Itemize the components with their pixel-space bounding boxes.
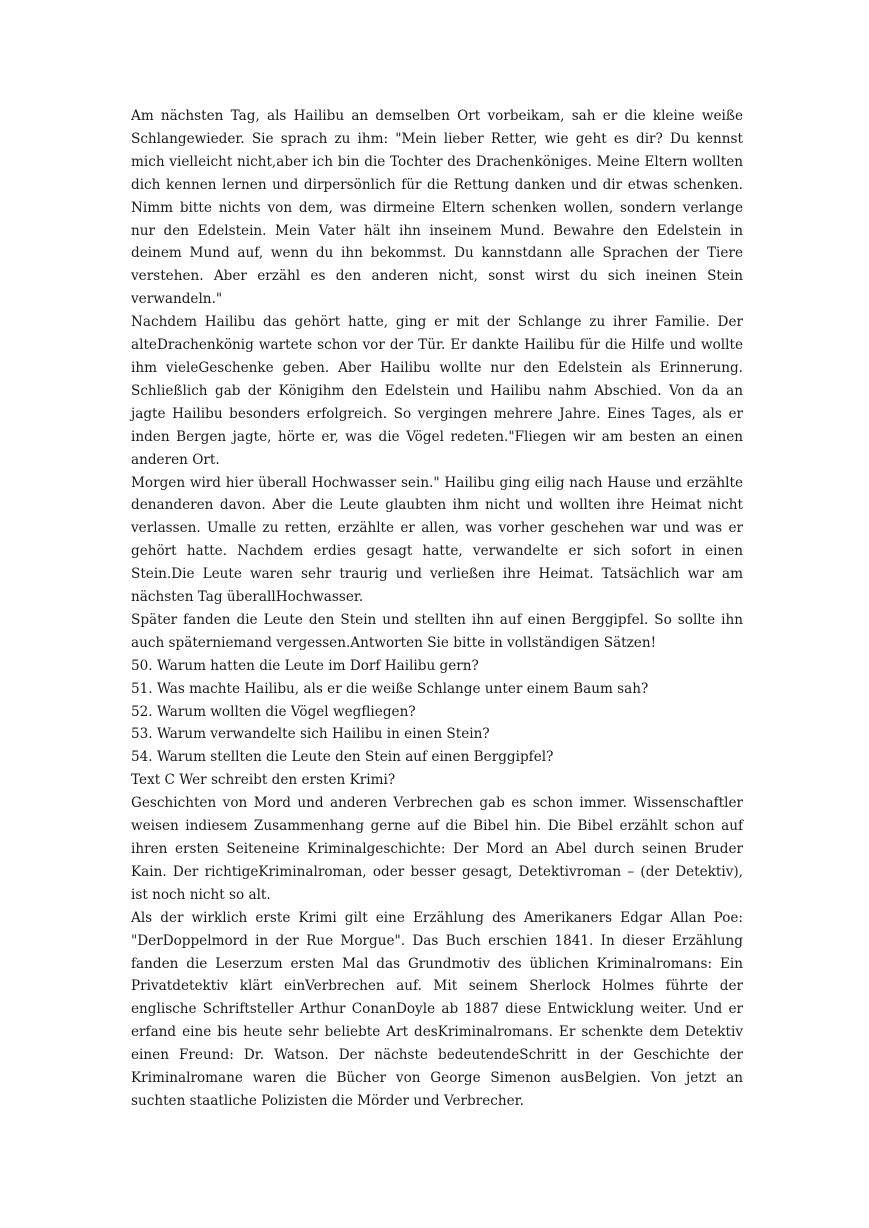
paragraph-first-krimi: Als der wirklich erste Krimi gilt eine Erzählung des Amerikaners Edgar Allan Poe: "DerDoppelmord in der Rue Morgue". Das Buch erschien 1841. In dieser Erzählung fanden die Leserzum ersten Mal das Grundmotiv des üblichen Kriminalromans: Ein Privatdetektiv klärt einVerbrechen auf. Mit seinem Sherlock Holmes führte der englische Schriftsteller Arthur ConanDoyle ab 1887 diese Entwicklung weiter. Und er erfand eine bis heute sehr beliebte Art desKriminalromans. Er schenkte dem Detektiv einen Freund: Dr. Watson. Der nächste bedeutendeSchritt in der Geschichte der Kriminalromane waren die Bücher von George Simenon ausBelgien. Von jetzt an suchten staatliche Polizisten die Mörder und Verbrecher. — [131, 909, 743, 1109]
text-c-heading: Text C Wer schreibt den ersten Krimi? — [131, 772, 396, 789]
paragraph-stone-instruction: Später fanden die Leute den Stein und stellten ihn auf einen Berggipfel. So sollte ihn auch späterniemand vergessen.Antworten Sie bitte in vollständigen Sätzen! — [131, 611, 743, 651]
paragraph-crime-history: Geschichten von Mord und anderen Verbrechen gab es schon immer. Wissenschaftler weisen indiesem Zusammenhang gerne auf die Bibel hin. Die Bibel erzählt schon auf ihren ersten Seiteneine Kriminalgeschichte: Der Mord an Abel durch seinen Bruder Kain. Der richtigeKriminalroman, oder besser gesagt, Detektivroman – (der Detektiv), ist noch nicht so alt. — [131, 795, 743, 903]
paragraph-snake-message: Am nächsten Tag, als Hailibu an demselben Ort vorbeikam, sah er die kleine weiße Schlangewieder. Sie sprach zu ihm: "Mein lieber Retter, wie geht es dir? Du kennst mich vielleicht nicht,aber ich bin die Tochter des Drachenköniges. Meine Eltern wollten dich kennen lernen und dirpersönlich für die Rettung danken und dir etwas schenken. Nimm bitte nichts von dem, was dirmeine Eltern schenken wollen, sondern verlange nur den Edelstein. Mein Vater hält ihn inseinem Mund. Bewahre den Edelstein in deinem Mund auf, wenn du ihn bekommst. Du kannstdann alle Sprachen der Tiere verstehen. Aber erzähl es den anderen nicht, sonst wirst du sich ineinen Stein verwandeln." — [131, 108, 743, 308]
paragraph-dragon-king: Nachdem Hailibu das gehört hatte, ging er mit der Schlange zu ihrer Familie. Der alteDrachenkönig wartete schon vor der Tür. Er dankte Hailibu für die Hilfe und wollte ihm vieleGeschenke geben. Aber Hailibu wollte nur den Edelstein als Erinnerung. Schließlich gab der Königihm den Edelstein und Hailibu nahm Abschied. Von da an jagte Hailibu besonders erfolgreich. So vergingen mehrere Jahre. Eines Tages, als er inden Bergen jagte, hörte er, was die Vögel redeten."Fliegen wir am besten an einen anderen Ort. — [131, 314, 743, 468]
document-body — [131, 105, 743, 1113]
question-51: 51. Was machte Hailibu, als er die weiße Schlange unter einem Baum sah? — [131, 680, 649, 697]
paragraph-flood: Morgen wird hier überall Hochwasser sein." Hailibu ging eilig nach Hause und erzählte denanderen davon. Aber die Leute glaubten ihm nicht und wollten ihre Heimat nicht verlassen. Umalle zu retten, erzählte er allen, was vorher geschehen war und was er gehört hatte. Nachdem erdies gesagt hatte, verwandelte er sich sofort in einen Stein.Die Leute waren sehr traurig und verließen ihre Heimat. Tatsächlich war am nächsten Tag überallHochwasser. — [131, 474, 743, 606]
question-53: 53. Warum verwandelte sich Hailibu in einen Stein? — [131, 726, 490, 743]
question-50: 50. Warum hatten die Leute im Dorf Hailibu gern? — [131, 657, 479, 674]
question-52: 52. Warum wollten die Vögel wegfliegen? — [131, 703, 416, 720]
question-54: 54. Warum stellten die Leute den Stein auf einen Berggipfel? — [131, 749, 554, 766]
